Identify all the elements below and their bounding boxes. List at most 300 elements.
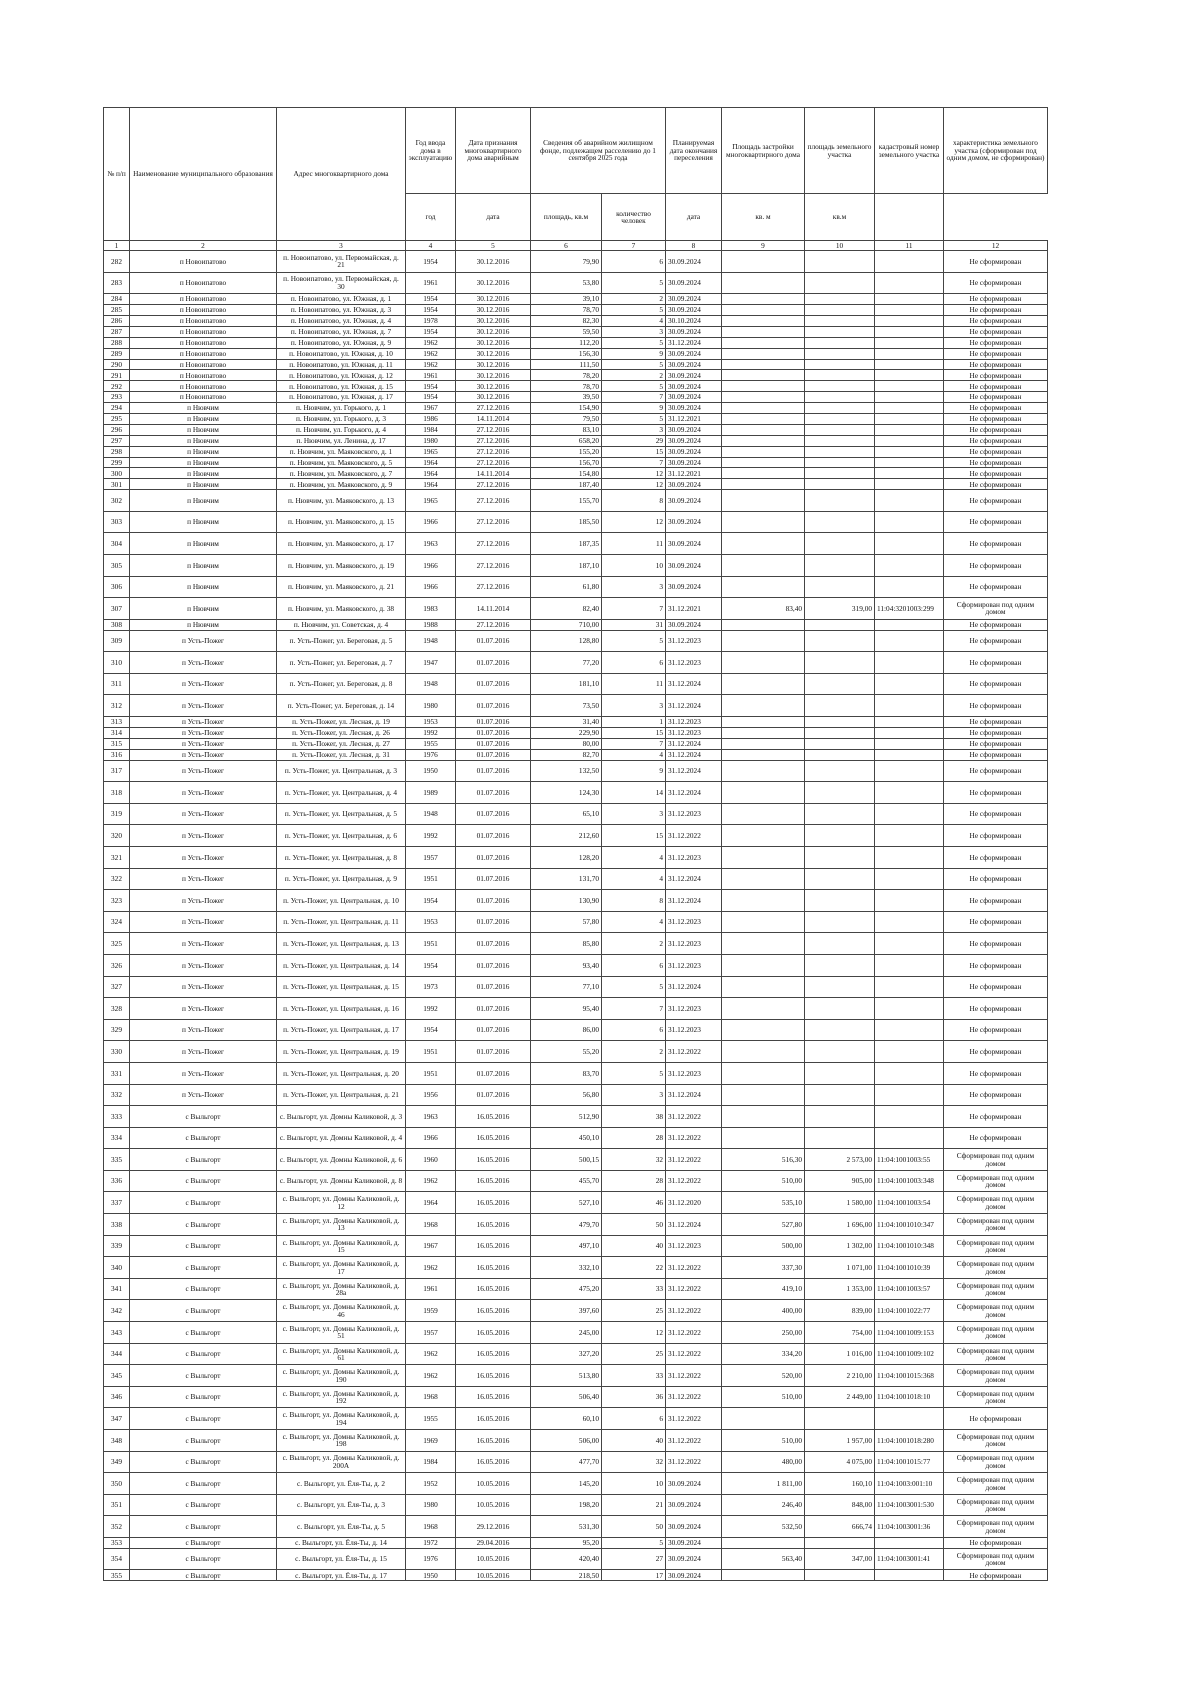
year-cell: 1963 — [406, 533, 456, 555]
address-cell: п. Нювчим, ул. Маяковского, д. 38 — [277, 598, 406, 620]
area-cell: 506,40 — [531, 1386, 602, 1408]
building-area-cell — [722, 717, 805, 728]
address-cell: п. Нювчим, ул. Маяковского, д. 19 — [277, 555, 406, 577]
area-cell: 332,10 — [531, 1257, 602, 1279]
address-cell: п. Усть-Пожег, ул. Центральная, д. 17 — [277, 1019, 406, 1041]
header-land-char: характеристика земельного участка (сформирован под одним домом, не сформирован) — [944, 108, 1048, 194]
land-char-cell: Не сформирован — [944, 370, 1048, 381]
land-area-cell — [805, 1537, 875, 1548]
row-number: 337 — [104, 1192, 130, 1214]
land-area-cell — [805, 424, 875, 435]
cadastral-cell — [875, 1570, 944, 1581]
land-char-cell: Не сформирован — [944, 272, 1048, 294]
building-area-cell — [722, 1084, 805, 1106]
table-row — [104, 1170, 1048, 1192]
header-planned-end: Планируемая дата окончания переселения — [666, 108, 722, 194]
row-number: 304 — [104, 533, 130, 555]
emergency-housing-table — [103, 107, 1048, 1581]
row-number: 309 — [104, 630, 130, 652]
cadastral-cell — [875, 1019, 944, 1041]
planned-date-cell: 30.09.2024 — [666, 381, 722, 392]
municipality-cell: п Усть-Пожег — [130, 727, 277, 738]
land-char-cell: Не сформирован — [944, 424, 1048, 435]
column-number: 6 — [531, 241, 602, 251]
table-row — [104, 1019, 1048, 1041]
date-recognized-cell: 27.12.2016 — [456, 479, 531, 490]
address-cell: с. Выльгорт, ул. Домны Каликовой, д. 51 — [277, 1322, 406, 1344]
row-number: 354 — [104, 1548, 130, 1570]
land-area-cell — [805, 381, 875, 392]
planned-date-cell: 31.12.2022 — [666, 1041, 722, 1063]
date-recognized-cell: 01.07.2016 — [456, 727, 531, 738]
cadastral-cell — [875, 413, 944, 424]
building-area-cell — [722, 825, 805, 847]
land-char-cell: Не сформирован — [944, 1537, 1048, 1548]
row-number: 334 — [104, 1127, 130, 1149]
cadastral-cell: 11:04:1003001:530 — [875, 1494, 944, 1516]
area-cell: 531,30 — [531, 1516, 602, 1538]
cadastral-cell — [875, 673, 944, 695]
row-number: 282 — [104, 251, 130, 273]
table-row — [104, 1548, 1048, 1570]
planned-date-cell: 31.12.2024 — [666, 695, 722, 717]
table-row — [104, 272, 1048, 294]
planned-date-cell: 31.12.2022 — [666, 1106, 722, 1128]
people-cell: 10 — [602, 1473, 666, 1495]
people-cell: 11 — [602, 533, 666, 555]
date-recognized-cell: 01.07.2016 — [456, 652, 531, 674]
date-recognized-cell: 01.07.2016 — [456, 782, 531, 804]
municipality-cell: п Новоипатово — [130, 305, 277, 316]
municipality-cell: п Нювчим — [130, 555, 277, 577]
land-char-cell: Не сформирован — [944, 738, 1048, 749]
year-cell: 1962 — [406, 359, 456, 370]
year-cell: 1961 — [406, 272, 456, 294]
municipality-cell: п Усть-Пожег — [130, 998, 277, 1020]
building-area-cell — [722, 890, 805, 912]
people-cell: 5 — [602, 1062, 666, 1084]
year-cell: 1954 — [406, 1019, 456, 1041]
table-row — [104, 359, 1048, 370]
land-area-cell — [805, 933, 875, 955]
building-area-cell — [722, 251, 805, 273]
row-number: 346 — [104, 1386, 130, 1408]
date-recognized-cell: 01.07.2016 — [456, 749, 531, 760]
municipality-cell: с Выльгорт — [130, 1322, 277, 1344]
table-row — [104, 619, 1048, 630]
address-cell: с. Выльгорт, ул. Ёля-Ты, д. 15 — [277, 1548, 406, 1570]
land-char-cell: Сформирован под одним домом — [944, 1343, 1048, 1365]
planned-date-cell: 30.09.2024 — [666, 305, 722, 316]
date-recognized-cell: 16.05.2016 — [456, 1170, 531, 1192]
municipality-cell: п Новоипатово — [130, 294, 277, 305]
table-row — [104, 1516, 1048, 1538]
planned-date-cell: 31.12.2024 — [666, 1214, 722, 1236]
date-recognized-cell: 30.12.2016 — [456, 381, 531, 392]
land-char-cell: Не сформирован — [944, 782, 1048, 804]
date-recognized-cell: 16.05.2016 — [456, 1365, 531, 1387]
people-cell: 2 — [602, 933, 666, 955]
year-cell: 1992 — [406, 727, 456, 738]
cadastral-cell: 11:04:1001003:348 — [875, 1170, 944, 1192]
building-area-cell — [722, 1127, 805, 1149]
land-char-cell: Сформирован под одним домом — [944, 1214, 1048, 1236]
year-cell: 1976 — [406, 1548, 456, 1570]
people-cell: 4 — [602, 846, 666, 868]
planned-date-cell: 30.09.2024 — [666, 576, 722, 598]
cadastral-cell — [875, 468, 944, 479]
date-recognized-cell: 27.12.2016 — [456, 435, 531, 446]
address-cell: п. Нювчим, ул. Горького, д. 3 — [277, 413, 406, 424]
building-area-cell — [722, 555, 805, 577]
planned-date-cell: 31.12.2024 — [666, 782, 722, 804]
date-recognized-cell: 27.12.2016 — [456, 490, 531, 512]
row-number: 336 — [104, 1170, 130, 1192]
people-cell: 3 — [602, 326, 666, 337]
planned-date-cell: 31.12.2022 — [666, 1257, 722, 1279]
people-cell: 7 — [602, 457, 666, 468]
date-recognized-cell: 27.12.2016 — [456, 619, 531, 630]
people-cell: 21 — [602, 1494, 666, 1516]
land-area-cell: 839,00 — [805, 1300, 875, 1322]
table-body — [104, 251, 1048, 1581]
land-area-cell: 666,74 — [805, 1516, 875, 1538]
land-char-cell: Не сформирован — [944, 1127, 1048, 1149]
municipality-cell: с Выльгорт — [130, 1365, 277, 1387]
cadastral-cell — [875, 337, 944, 348]
building-area-cell — [722, 1106, 805, 1128]
row-number: 298 — [104, 446, 130, 457]
year-cell: 1957 — [406, 846, 456, 868]
table-row — [104, 727, 1048, 738]
area-cell: 506,00 — [531, 1430, 602, 1452]
row-number: 294 — [104, 403, 130, 414]
building-area-cell — [722, 868, 805, 890]
area-cell: 497,10 — [531, 1235, 602, 1257]
date-recognized-cell: 30.12.2016 — [456, 315, 531, 326]
date-recognized-cell: 14.11.2014 — [456, 413, 531, 424]
municipality-cell: с Выльгорт — [130, 1343, 277, 1365]
area-cell: 500,15 — [531, 1149, 602, 1171]
row-number: 305 — [104, 555, 130, 577]
year-cell: 1959 — [406, 1300, 456, 1322]
table-row — [104, 1430, 1048, 1452]
land-area-cell — [805, 294, 875, 305]
date-recognized-cell: 01.07.2016 — [456, 868, 531, 890]
land-area-cell — [805, 890, 875, 912]
land-area-cell: 1 580,00 — [805, 1192, 875, 1214]
cadastral-cell — [875, 933, 944, 955]
municipality-cell: с Выльгорт — [130, 1451, 277, 1473]
address-cell: с. Выльгорт, ул. Домны Каликовой, д. 8 — [277, 1170, 406, 1192]
planned-date-cell: 31.12.2021 — [666, 413, 722, 424]
row-number: 312 — [104, 695, 130, 717]
building-area-cell — [722, 738, 805, 749]
planned-date-cell: 30.09.2024 — [666, 511, 722, 533]
table-row — [104, 868, 1048, 890]
people-cell: 32 — [602, 1451, 666, 1473]
people-cell: 7 — [602, 738, 666, 749]
land-area-cell — [805, 619, 875, 630]
area-cell: 245,00 — [531, 1322, 602, 1344]
people-cell: 5 — [602, 413, 666, 424]
address-cell: с. Выльгорт, ул. Домны Каликовой, д. 28а — [277, 1278, 406, 1300]
table-row — [104, 533, 1048, 555]
date-recognized-cell: 01.07.2016 — [456, 976, 531, 998]
year-cell: 1967 — [406, 1235, 456, 1257]
date-recognized-cell: 16.05.2016 — [456, 1343, 531, 1365]
land-area-cell: 848,00 — [805, 1494, 875, 1516]
land-area-cell — [805, 533, 875, 555]
people-cell: 15 — [602, 825, 666, 847]
people-cell: 5 — [602, 381, 666, 392]
address-cell: п. Усть-Пожег, ул. Центральная, д. 19 — [277, 1041, 406, 1063]
header-land-area: площадь земельного участка — [805, 108, 875, 194]
date-recognized-cell: 01.07.2016 — [456, 673, 531, 695]
people-cell: 33 — [602, 1278, 666, 1300]
land-area-cell — [805, 749, 875, 760]
planned-date-cell: 30.09.2024 — [666, 348, 722, 359]
municipality-cell: п Усть-Пожег — [130, 976, 277, 998]
table-row — [104, 326, 1048, 337]
land-char-cell: Не сформирован — [944, 403, 1048, 414]
table-row — [104, 555, 1048, 577]
year-cell: 1954 — [406, 954, 456, 976]
land-char-cell: Сформирован под одним домом — [944, 1170, 1048, 1192]
people-cell: 3 — [602, 576, 666, 598]
table-row — [104, 315, 1048, 326]
cadastral-cell: 11:04:1001018:280 — [875, 1430, 944, 1452]
column-number: 8 — [666, 241, 722, 251]
people-cell: 11 — [602, 673, 666, 695]
row-number: 299 — [104, 457, 130, 468]
building-area-cell — [722, 933, 805, 955]
date-recognized-cell: 01.07.2016 — [456, 1019, 531, 1041]
area-cell: 80,00 — [531, 738, 602, 749]
planned-date-cell: 30.09.2024 — [666, 446, 722, 457]
building-area-cell — [722, 576, 805, 598]
cadastral-cell — [875, 1062, 944, 1084]
year-cell: 1988 — [406, 619, 456, 630]
land-char-cell: Не сформирован — [944, 630, 1048, 652]
row-number: 296 — [104, 424, 130, 435]
table-row — [104, 717, 1048, 728]
date-recognized-cell: 16.05.2016 — [456, 1127, 531, 1149]
table-row — [104, 1106, 1048, 1128]
municipality-cell: п Нювчим — [130, 490, 277, 512]
municipality-cell: п Усть-Пожег — [130, 890, 277, 912]
land-area-cell — [805, 315, 875, 326]
planned-date-cell: 31.12.2022 — [666, 1127, 722, 1149]
land-area-cell — [805, 1408, 875, 1430]
land-char-cell: Сформирован под одним домом — [944, 598, 1048, 620]
municipality-cell: п Нювчим — [130, 511, 277, 533]
people-cell: 9 — [602, 403, 666, 414]
date-recognized-cell: 27.12.2016 — [456, 457, 531, 468]
address-cell: с. Выльгорт, ул. Домны Каликовой, д. 190 — [277, 1365, 406, 1387]
cadastral-cell — [875, 511, 944, 533]
land-char-cell: Не сформирован — [944, 1041, 1048, 1063]
land-area-cell — [805, 479, 875, 490]
building-area-cell — [722, 457, 805, 468]
year-cell: 1972 — [406, 1537, 456, 1548]
land-char-cell: Не сформирован — [944, 695, 1048, 717]
land-area-cell — [805, 413, 875, 424]
area-cell: 327,20 — [531, 1343, 602, 1365]
municipality-cell: п Усть-Пожег — [130, 652, 277, 674]
building-area-cell — [722, 1537, 805, 1548]
address-cell: п. Нювчим, ул. Маяковского, д. 15 — [277, 511, 406, 533]
cadastral-cell: 11:04:1001018:10 — [875, 1386, 944, 1408]
year-cell: 1955 — [406, 738, 456, 749]
address-cell: с. Выльгорт, ул. Домны Каликовой, д. 61 — [277, 1343, 406, 1365]
building-area-cell — [722, 315, 805, 326]
land-area-cell — [805, 1019, 875, 1041]
building-area-cell — [722, 272, 805, 294]
planned-date-cell: 31.12.2023 — [666, 727, 722, 738]
table-row — [104, 479, 1048, 490]
land-char-cell: Сформирован под одним домом — [944, 1192, 1048, 1214]
date-recognized-cell: 01.07.2016 — [456, 803, 531, 825]
address-cell: п. Нювчим, ул. Маяковского, д. 13 — [277, 490, 406, 512]
cadastral-cell: 11:04:1001003:54 — [875, 1192, 944, 1214]
row-number: 343 — [104, 1322, 130, 1344]
land-area-cell — [805, 446, 875, 457]
land-char-cell: Не сформирован — [944, 457, 1048, 468]
column-number: 5 — [456, 241, 531, 251]
people-cell: 3 — [602, 803, 666, 825]
land-area-cell — [805, 738, 875, 749]
table-row — [104, 403, 1048, 414]
area-cell: 420,40 — [531, 1548, 602, 1570]
row-number: 314 — [104, 727, 130, 738]
building-area-cell — [722, 294, 805, 305]
building-area-cell — [722, 326, 805, 337]
municipality-cell: п Нювчим — [130, 435, 277, 446]
area-cell: 39,10 — [531, 294, 602, 305]
year-cell: 1980 — [406, 435, 456, 446]
building-area-cell — [722, 630, 805, 652]
municipality-cell: п Усть-Пожег — [130, 1084, 277, 1106]
people-cell: 6 — [602, 652, 666, 674]
row-number: 342 — [104, 1300, 130, 1322]
year-cell: 1962 — [406, 1343, 456, 1365]
year-cell: 1953 — [406, 717, 456, 728]
table-row — [104, 976, 1048, 998]
table-row — [104, 435, 1048, 446]
land-char-cell: Не сформирован — [944, 359, 1048, 370]
planned-date-cell: 31.12.2021 — [666, 468, 722, 479]
table-row — [104, 446, 1048, 457]
date-recognized-cell: 10.05.2016 — [456, 1473, 531, 1495]
people-cell: 3 — [602, 424, 666, 435]
municipality-cell: п Усть-Пожег — [130, 749, 277, 760]
date-recognized-cell: 10.05.2016 — [456, 1570, 531, 1581]
cadastral-cell — [875, 305, 944, 316]
land-char-cell: Не сформирован — [944, 1106, 1048, 1128]
municipality-cell: п Нювчим — [130, 446, 277, 457]
people-cell: 4 — [602, 315, 666, 326]
row-number: 290 — [104, 359, 130, 370]
row-number: 289 — [104, 348, 130, 359]
building-area-cell: 1 811,00 — [722, 1473, 805, 1495]
people-cell: 4 — [602, 868, 666, 890]
area-cell: 154,90 — [531, 403, 602, 414]
land-char-cell: Не сформирован — [944, 381, 1048, 392]
planned-date-cell: 31.12.2024 — [666, 337, 722, 348]
table-row — [104, 337, 1048, 348]
row-number: 307 — [104, 598, 130, 620]
area-cell: 93,40 — [531, 954, 602, 976]
year-cell: 1984 — [406, 424, 456, 435]
row-number: 319 — [104, 803, 130, 825]
area-cell: 65,10 — [531, 803, 602, 825]
date-recognized-cell: 01.07.2016 — [456, 1062, 531, 1084]
row-number: 345 — [104, 1365, 130, 1387]
land-area-cell: 347,00 — [805, 1548, 875, 1570]
land-area-cell: 905,00 — [805, 1170, 875, 1192]
land-char-cell: Не сформирован — [944, 749, 1048, 760]
area-cell: 79,50 — [531, 413, 602, 424]
cadastral-cell — [875, 717, 944, 728]
cadastral-cell: 11:04:1001015:77 — [875, 1451, 944, 1473]
municipality-cell: п Усть-Пожег — [130, 673, 277, 695]
building-area-cell — [722, 479, 805, 490]
land-char-cell: Сформирован под одним домом — [944, 1516, 1048, 1538]
table-row — [104, 392, 1048, 403]
cadastral-cell — [875, 359, 944, 370]
date-recognized-cell: 14.11.2014 — [456, 598, 531, 620]
people-cell: 4 — [602, 749, 666, 760]
date-recognized-cell: 27.12.2016 — [456, 533, 531, 555]
land-area-cell — [805, 911, 875, 933]
land-char-cell: Не сформирован — [944, 1062, 1048, 1084]
table-row — [104, 630, 1048, 652]
municipality-cell: п Новоипатово — [130, 315, 277, 326]
cadastral-cell — [875, 619, 944, 630]
year-cell: 1957 — [406, 1322, 456, 1344]
land-area-cell — [805, 825, 875, 847]
year-cell: 1954 — [406, 294, 456, 305]
date-recognized-cell: 01.07.2016 — [456, 717, 531, 728]
date-recognized-cell: 16.05.2016 — [456, 1322, 531, 1344]
land-char-cell: Не сформирован — [944, 1408, 1048, 1430]
area-cell: 82,40 — [531, 598, 602, 620]
date-recognized-cell: 16.05.2016 — [456, 1386, 531, 1408]
planned-date-cell: 31.12.2022 — [666, 1170, 722, 1192]
people-cell: 5 — [602, 976, 666, 998]
area-cell: 145,20 — [531, 1473, 602, 1495]
building-area-cell — [722, 619, 805, 630]
year-cell: 1961 — [406, 1278, 456, 1300]
cadastral-cell — [875, 381, 944, 392]
planned-date-cell: 31.12.2023 — [666, 933, 722, 955]
land-area-cell — [805, 348, 875, 359]
building-area-cell — [722, 1019, 805, 1041]
planned-date-cell: 30.09.2024 — [666, 1473, 722, 1495]
date-recognized-cell: 16.05.2016 — [456, 1278, 531, 1300]
date-recognized-cell: 16.05.2016 — [456, 1149, 531, 1171]
people-cell: 46 — [602, 1192, 666, 1214]
year-cell: 1973 — [406, 976, 456, 998]
building-area-cell — [722, 1408, 805, 1430]
municipality-cell: п Нювчим — [130, 533, 277, 555]
land-area-cell — [805, 868, 875, 890]
date-recognized-cell: 30.12.2016 — [456, 251, 531, 273]
building-area-cell — [722, 413, 805, 424]
column-number: 10 — [805, 241, 875, 251]
people-cell: 9 — [602, 348, 666, 359]
